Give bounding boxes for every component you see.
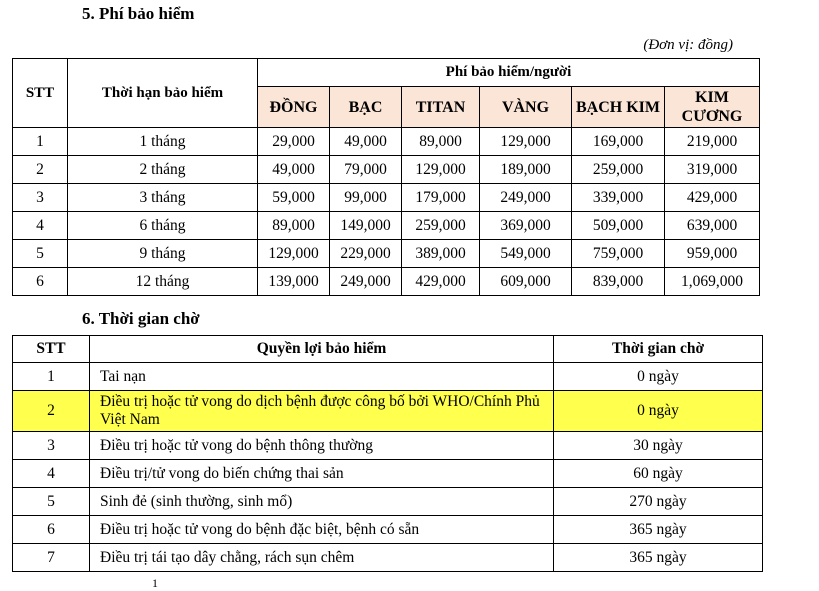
fee-cell: 49,000	[258, 156, 330, 184]
fee-cell: 89,000	[258, 212, 330, 240]
fee-cell: 79,000	[330, 156, 402, 184]
row-stt: 4	[13, 460, 90, 488]
tier-header-titan: TITAN	[402, 87, 480, 128]
waiting-period-table	[12, 335, 763, 572]
row-stt: 7	[13, 544, 90, 572]
fee-cell: 89,000	[402, 128, 480, 156]
row-stt: 1	[13, 128, 68, 156]
row-stt: 5	[13, 488, 90, 516]
fee-cell: 429,000	[402, 268, 480, 296]
fee-cell: 149,000	[330, 212, 402, 240]
fee-cell: 639,000	[665, 212, 760, 240]
row-benefit: Điều trị tái tạo dây chằng, rách sụn chêm	[90, 544, 554, 572]
fee-cell: 219,000	[665, 128, 760, 156]
table-row	[13, 460, 763, 488]
row-wait: 270 ngày	[554, 488, 763, 516]
premium-table	[12, 58, 760, 296]
row-period: 12 tháng	[68, 268, 258, 296]
tier-header-dong: ĐỒNG	[258, 87, 330, 128]
col-stt-header: STT	[13, 336, 90, 363]
row-benefit: Điều trị hoặc tử vong do dịch bệnh được công bố bởi WHO/Chính Phủ Việt Nam	[90, 391, 554, 432]
fee-cell: 959,000	[665, 240, 760, 268]
col-wait-header: Thời gian chờ	[554, 336, 763, 363]
fee-cell: 49,000	[330, 128, 402, 156]
table-row	[13, 156, 760, 184]
row-benefit: Tai nạn	[90, 363, 554, 391]
col-benefit-header: Quyền lợi bảo hiểm	[90, 336, 554, 363]
col-period-header: Thời hạn bảo hiểm	[68, 59, 258, 128]
fee-cell: 29,000	[258, 128, 330, 156]
fee-cell: 549,000	[480, 240, 572, 268]
fee-cell: 129,000	[480, 128, 572, 156]
fee-cell: 139,000	[258, 268, 330, 296]
row-period: 6 tháng	[68, 212, 258, 240]
section-6-heading: 6. Thời gian chờ	[82, 309, 200, 328]
row-wait: 365 ngày	[554, 544, 763, 572]
row-stt: 1	[13, 363, 90, 391]
row-benefit: Điều trị hoặc tử vong do bệnh thông thường	[90, 432, 554, 460]
tier-header-kim-cuong: KIM CƯƠNG	[665, 87, 760, 128]
footnote-mark: 1	[152, 576, 158, 590]
row-wait: 0 ngày	[554, 391, 763, 432]
tier-header-vang: VÀNG	[480, 87, 572, 128]
tier-header-bach-kim: BẠCH KIM	[572, 87, 665, 128]
fee-cell: 369,000	[480, 212, 572, 240]
row-wait: 0 ngày	[554, 363, 763, 391]
table-row	[13, 240, 760, 268]
fee-cell: 59,000	[258, 184, 330, 212]
table-row	[13, 212, 760, 240]
row-period: 1 tháng	[68, 128, 258, 156]
table-row	[13, 432, 763, 460]
row-period: 9 tháng	[68, 240, 258, 268]
row-stt: 4	[13, 212, 68, 240]
fee-cell: 1,069,000	[665, 268, 760, 296]
row-wait: 365 ngày	[554, 516, 763, 544]
row-stt: 6	[13, 268, 68, 296]
fee-cell: 319,000	[665, 156, 760, 184]
fee-cell: 389,000	[402, 240, 480, 268]
fee-cell: 839,000	[572, 268, 665, 296]
table-row-highlighted	[13, 391, 763, 432]
row-stt: 2	[13, 156, 68, 184]
row-benefit: Điều trị/tử vong do biến chứng thai sản	[90, 460, 554, 488]
fee-cell: 249,000	[480, 184, 572, 212]
table-row	[13, 184, 760, 212]
fee-cell: 259,000	[572, 156, 665, 184]
fee-cell: 129,000	[258, 240, 330, 268]
row-stt: 2	[13, 391, 90, 432]
row-period: 3 tháng	[68, 184, 258, 212]
table-row	[13, 488, 763, 516]
row-stt: 3	[13, 432, 90, 460]
fee-cell: 609,000	[480, 268, 572, 296]
row-benefit: Sinh đẻ (sinh thường, sinh mổ)	[90, 488, 554, 516]
table-row	[13, 544, 763, 572]
row-stt: 3	[13, 184, 68, 212]
fee-cell: 129,000	[402, 156, 480, 184]
currency-unit-note: (Đơn vị: đồng)	[643, 37, 733, 53]
row-period: 2 tháng	[68, 156, 258, 184]
row-stt: 5	[13, 240, 68, 268]
table-row	[13, 128, 760, 156]
col-stt-header: STT	[13, 59, 68, 128]
table-row	[13, 516, 763, 544]
fee-cell: 759,000	[572, 240, 665, 268]
fee-cell: 229,000	[330, 240, 402, 268]
fee-cell: 429,000	[665, 184, 760, 212]
row-benefit: Điều trị hoặc tử vong do bệnh đặc biệt, bệnh có sẵn	[90, 516, 554, 544]
row-wait: 60 ngày	[554, 460, 763, 488]
fee-cell: 169,000	[572, 128, 665, 156]
fee-cell: 259,000	[402, 212, 480, 240]
tier-header-bac: BẠC	[330, 87, 402, 128]
section-5-heading: 5. Phí bảo hiểm	[82, 4, 195, 23]
fee-cell: 99,000	[330, 184, 402, 212]
table-row	[13, 363, 763, 391]
row-wait: 30 ngày	[554, 432, 763, 460]
fee-cell: 189,000	[480, 156, 572, 184]
fee-cell: 339,000	[572, 184, 665, 212]
fee-cell: 179,000	[402, 184, 480, 212]
row-stt: 6	[13, 516, 90, 544]
col-fee-header: Phí bảo hiểm/người	[258, 59, 760, 87]
fee-cell: 509,000	[572, 212, 665, 240]
table-row	[13, 268, 760, 296]
fee-cell: 249,000	[330, 268, 402, 296]
